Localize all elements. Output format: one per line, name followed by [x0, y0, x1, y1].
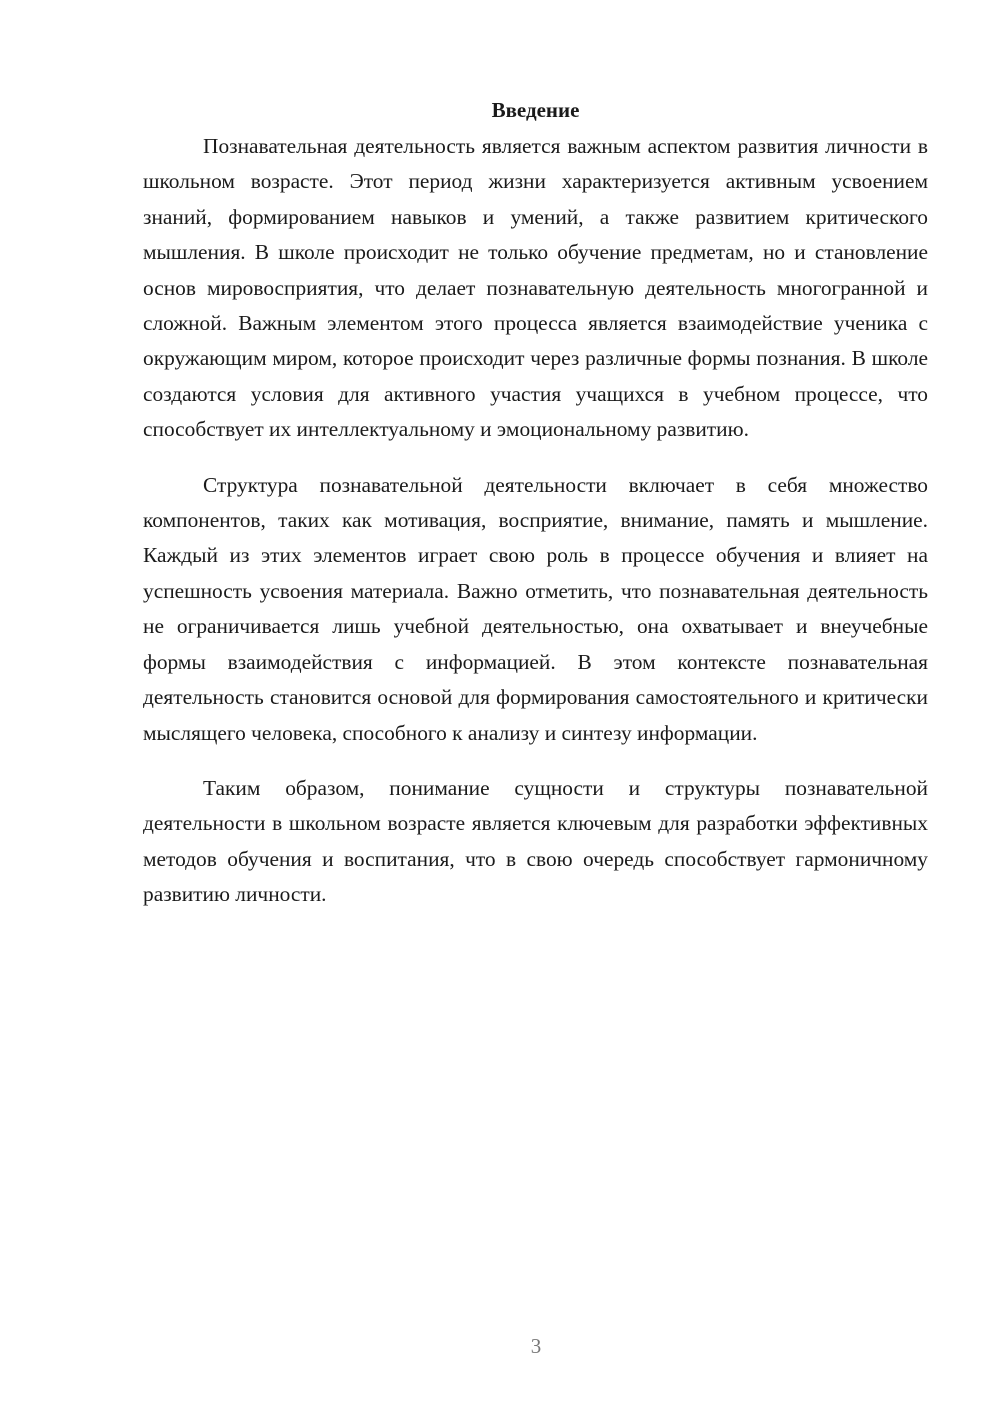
paragraph-2: Структура познавательной деятельности включает в себя множество компонентов, таких как мотивация, восприятие, внимание, память и мышление. Каждый из этих элементов играет свою роль в процессе обучения и влияет на успешность усвоения материала. Важно отметить, что познавательная деятельность не ограничивается лишь учебной деятельностью, она охватывает и внеучебные формы взаимодействия с информацией. В этом контексте познавательная деятельность становится основой для формирования самостоятельного и критически мыслящего человека, способного к анализу и синтезу информации. — [143, 472, 928, 745]
section-heading: Введение — [491, 98, 580, 122]
paragraph-1: Познавательная деятельность является важным аспектом развития личности в школьном возрасте. Этот период жизни характеризуется активным усвоением знаний, формированием навыков и умений, а также развитием критического мышления. В школе происходит не только обучение предметам, но и становление основ мировосприятия, что делает познавательную деятельность многогранной и сложной. Важным элементом этого процесса является взаимодействие ученика с окружающим миром, которое происходит через различные формы познания. В школе создаются условия для активного участия учащихся в учебном процессе, что способствует их интеллектуальному и эмоциональному развитию. — [143, 134, 928, 442]
page-number: 3 — [530, 1334, 542, 1358]
page-content — [143, 92, 928, 933]
paragraph-3: Таким образом, понимание сущности и структуры познавательной деятельности в школьном возрасте является ключевым для разработки эффективных методов обучения и воспитания, что в свою очередь способствует гармоничному развитию личности. — [143, 775, 928, 907]
